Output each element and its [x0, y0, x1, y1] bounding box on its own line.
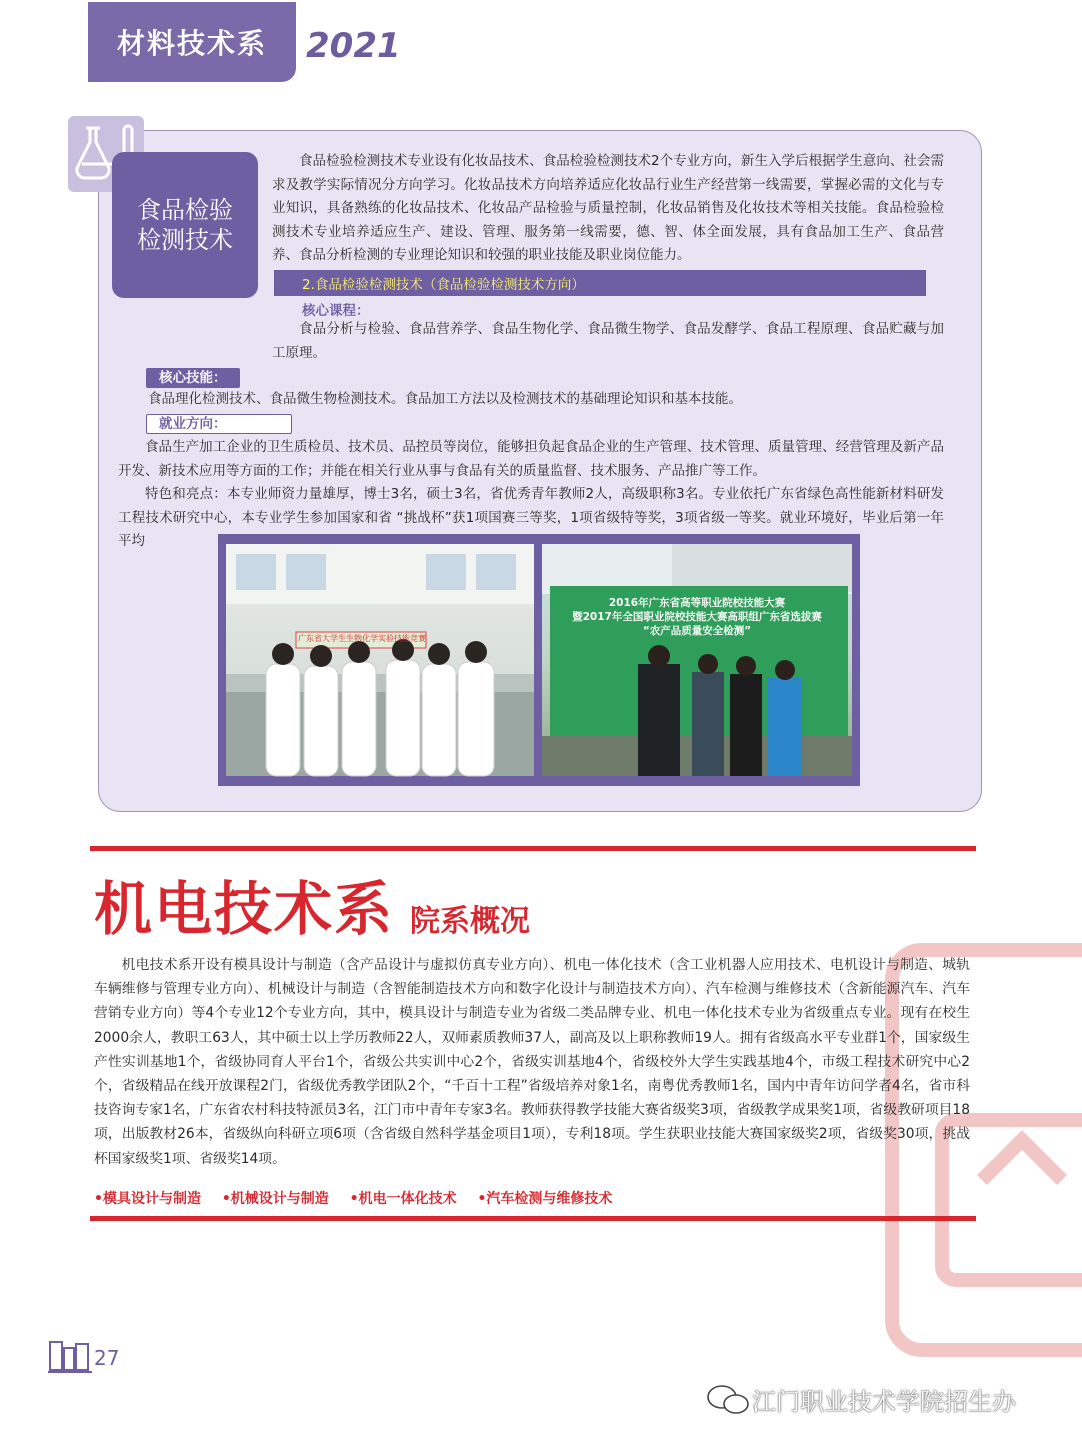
department-name: 材料技术系: [116, 27, 267, 60]
page-number: 27: [94, 1346, 120, 1370]
major-item: •模具设计与制造: [94, 1191, 201, 1207]
section-title: 机电技术系: [94, 875, 395, 943]
lab-photo: [226, 544, 534, 776]
direction-title: 2.食品检验检测技术（食品检验检测技术方向）: [302, 277, 585, 293]
watermark: 江门职业技术学院招生办: [752, 1388, 1016, 1416]
major-item: •机电一体化技术: [349, 1191, 457, 1207]
major-list: [94, 1188, 628, 1208]
core-skill-text: 食品理化检测技术、食品微生物检测技术。食品加工方法以及检测技术的基础理论知识和基本技能。: [148, 391, 742, 407]
feature-text: 特色和亮点：本专业师资力量雄厚，博士3名，硕士3名，省优秀青年教师2人，高级职称3名。专业依托广东省绿色高性能新材料研发工程技术研究中心，本专业学生参加国家和省 “挑战杯”获1项国赛三等奖，1项省级特等奖，3项省级一等奖。就业环境好，毕业后第一年平均: [118, 486, 944, 550]
department-overview: 机电技术系开设有模具设计与制造（含产品设计与虚拟仿真专业方向）、机电一体化技术（含工业机器人应用技术、电机设计与制造、城轨车辆维修与管理专业方向）、机械设计与制造（含智能制造技术方向和数字化设计与制造技术方向）、汽车检测与维修技术（含新能源汽车、汽车营销专业方向）等4个专业12个专业方向，其中，模具设计与制造专业为省级二类品牌专业、机电一体化技术专业为省级重点专业。现有在校生2000余人，教职工63人，其中硕士以上学历教师22人，双师素质教师37人，副高及以上职称教师19人。拥有省级高水平专业群1个，国家级生产性实训基地1个，省级协同育人平台1个，省级公共实训中心2个，省级实训基地4个，省级校外大学生实践基地4个，市级工程技术研究中心2个，省级精品在线开放课程2门，省级优秀教学团队2个，“千百十工程”省级培养对象1名，南粤优秀教师1名，国内中青年访问学者4名，省市科技咨询专家1名，广东省农村科技特派员3名，江门市中青年专家3名。教师获得教学技能大赛省级奖3项，省级教学成果奖1项，省级教研项目18项，出版教材26本，省级纵向科研立项6项（含省级自然科学基金项目1项），专利18项。学生获职业技能大赛国家级奖2项，省级奖30项，挑战杯国家级奖1项、省级奖14项。: [94, 957, 970, 1167]
year-label: 2021: [306, 26, 401, 66]
book-icon: [48, 1338, 92, 1374]
core-course-label: 核心课程：: [302, 303, 370, 319]
section-top-rule: [90, 846, 976, 851]
competition-line3: “农产品质量安全检测”: [642, 625, 752, 637]
competition-line2: 暨2017年全国职业院校技能大赛高职组广东省选拔赛: [572, 611, 822, 623]
section-subtitle: 院系概况: [410, 904, 530, 939]
core-course-text: 食品分析与检验、食品营养学、食品生物化学、食品微生物学、食品发酵学、食品工程原理、食品贮藏与加工原理。: [272, 321, 944, 361]
major-title-line2: 检测技术: [137, 226, 233, 254]
page-number-block: [48, 1338, 120, 1374]
direction-bar: [274, 270, 926, 296]
photo-frame: [218, 534, 860, 786]
wechat-icon: [706, 1384, 750, 1416]
competition-photo: [542, 544, 852, 776]
job-direction-label: 就业方向：: [146, 414, 292, 434]
major-item: •汽车检测与维修技术: [477, 1191, 613, 1207]
department-tab: [88, 2, 296, 82]
major-item: •机械设计与制造: [221, 1191, 329, 1207]
major-title-box: [112, 152, 258, 298]
lab-banner-text: 广东省大学生生物化学实验技能竞赛: [298, 634, 426, 643]
major-title-line1: 食品检验: [137, 196, 233, 224]
job-direction-text: 食品生产加工企业的卫生质检员、技术员、品控员等岗位，能够担负起食品企业的生产管理、技术管理、质量管理、经营管理及新产品开发、新技术应用等方面的工作；并能在相关行业从事与食品有关的质量监督、技术服务、产品推广等工作。: [118, 439, 944, 479]
major-intro: 食品检验检测技术专业设有化妆品技术、食品检验检测技术2个专业方向，新生入学后根据学生意向、社会需求及教学实际情况分方向学习。化妆品技术方向培养适应化妆品行业生产经营第一线需要，掌握必需的文化与专业知识，具备熟练的化妆品技术、化妆品产品检验与质量控制，化妆品销售及化妆技术等相关技能。食品检验检测技术专业培养适应生产、建设、管理、服务第一线需要，德、智、体全面发展，具有食品加工生产、食品营养、食品分析检测的专业理论知识和较强的职业技能及职业岗位能力。: [272, 153, 944, 264]
section-bottom-rule: [90, 1216, 976, 1221]
core-skill-label: 核心技能：: [146, 368, 240, 388]
competition-line1: 2016年广东省高等职业院校技能大赛: [608, 597, 786, 609]
